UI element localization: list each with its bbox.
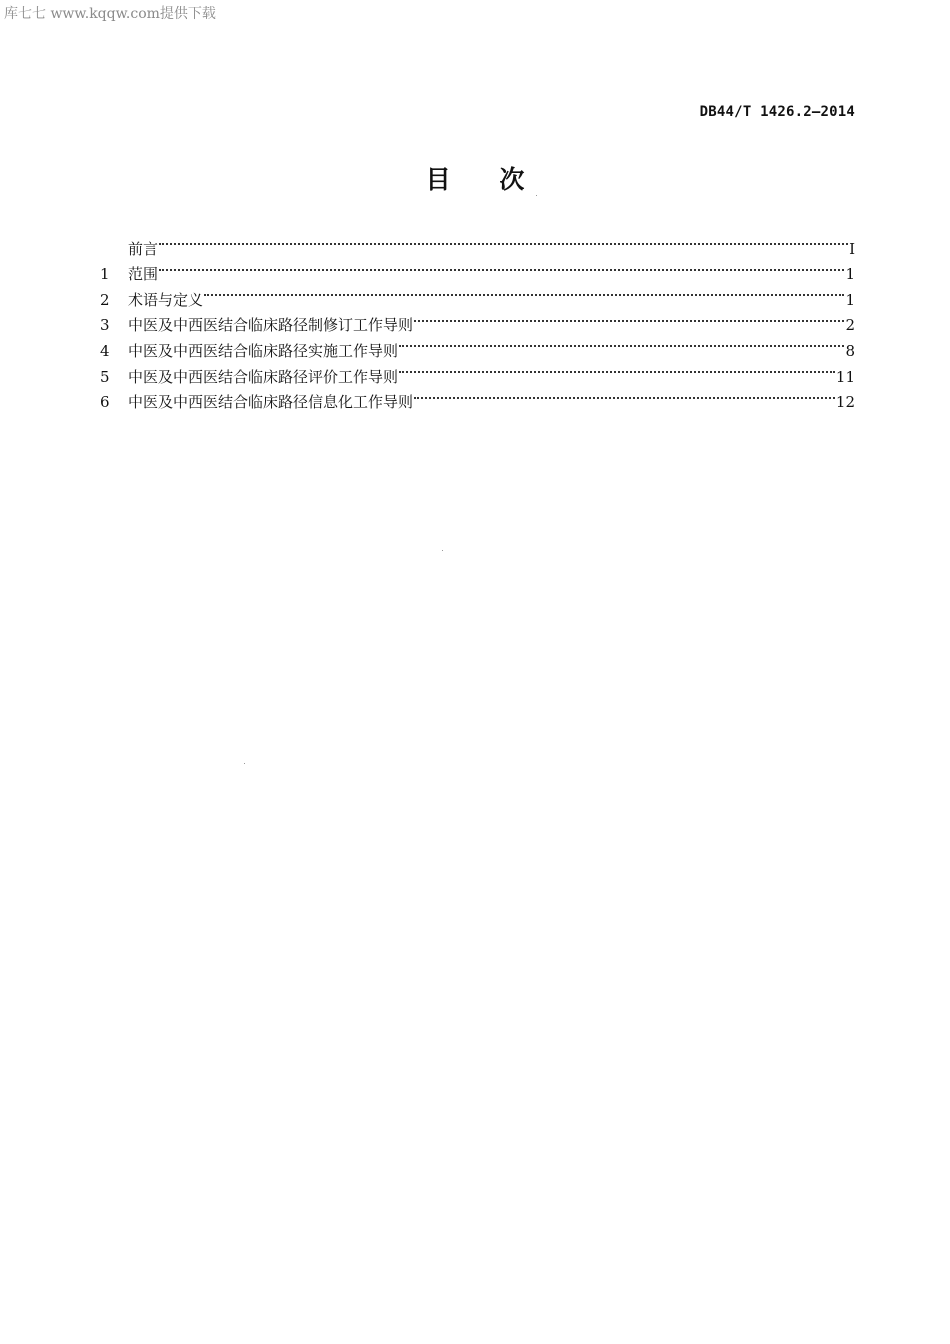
- toc-item-title: 术语与定义: [128, 290, 204, 309]
- toc-dot-leader: [204, 279, 844, 305]
- scan-speck: [442, 550, 443, 551]
- toc-dot-leader: [414, 305, 844, 331]
- toc-item-terms[interactable]: [96, 279, 855, 309]
- toc-item-title: 前言: [128, 239, 159, 258]
- standard-code: DB44/T 1426.2—2014: [699, 104, 855, 120]
- watermark-text: 库七七 www.kqqw.com提供下载: [4, 6, 216, 22]
- toc-item-page: I: [849, 239, 855, 258]
- scan-speck: [244, 763, 245, 764]
- toc-item-title: 中医及中西医结合临床路径制修订工作导则: [128, 316, 414, 335]
- toc-item-number: 2: [100, 290, 110, 309]
- toc-item-page: 1: [845, 290, 855, 309]
- toc-dot-leader: [399, 356, 835, 382]
- toc-item-title: 范围: [128, 265, 159, 284]
- toc-item-page: 11: [835, 367, 855, 386]
- toc-item-number: 3: [100, 316, 110, 335]
- toc-item-number: 1: [100, 265, 110, 284]
- scan-speck: [536, 195, 537, 196]
- toc-item-title: 中医及中西医结合临床路径实施工作导则: [128, 341, 399, 360]
- toc-item-revision-guideline[interactable]: [96, 305, 855, 335]
- toc-item-page: 12: [835, 393, 855, 412]
- toc-dot-leader: [399, 330, 844, 356]
- toc-item-preface[interactable]: [96, 228, 855, 258]
- toc-item-page: 2: [845, 316, 855, 335]
- toc-item-scope[interactable]: [96, 254, 855, 284]
- toc-item-number: 6: [100, 393, 110, 412]
- toc-item-number: 5: [100, 367, 110, 386]
- page-title: 目 次: [425, 165, 525, 194]
- toc-item-page: 8: [845, 341, 855, 360]
- table-of-contents: [96, 228, 855, 412]
- toc-dot-leader: [159, 254, 844, 280]
- toc-item-number: 4: [100, 341, 110, 360]
- toc-item-title: 中医及中西医结合临床路径信息化工作导则: [128, 393, 414, 412]
- toc-dot-leader: [414, 382, 835, 408]
- toc-item-title: 中医及中西医结合临床路径评价工作导则: [128, 367, 399, 386]
- toc-item-page: 1: [845, 265, 855, 284]
- toc-dot-leader: [159, 228, 848, 254]
